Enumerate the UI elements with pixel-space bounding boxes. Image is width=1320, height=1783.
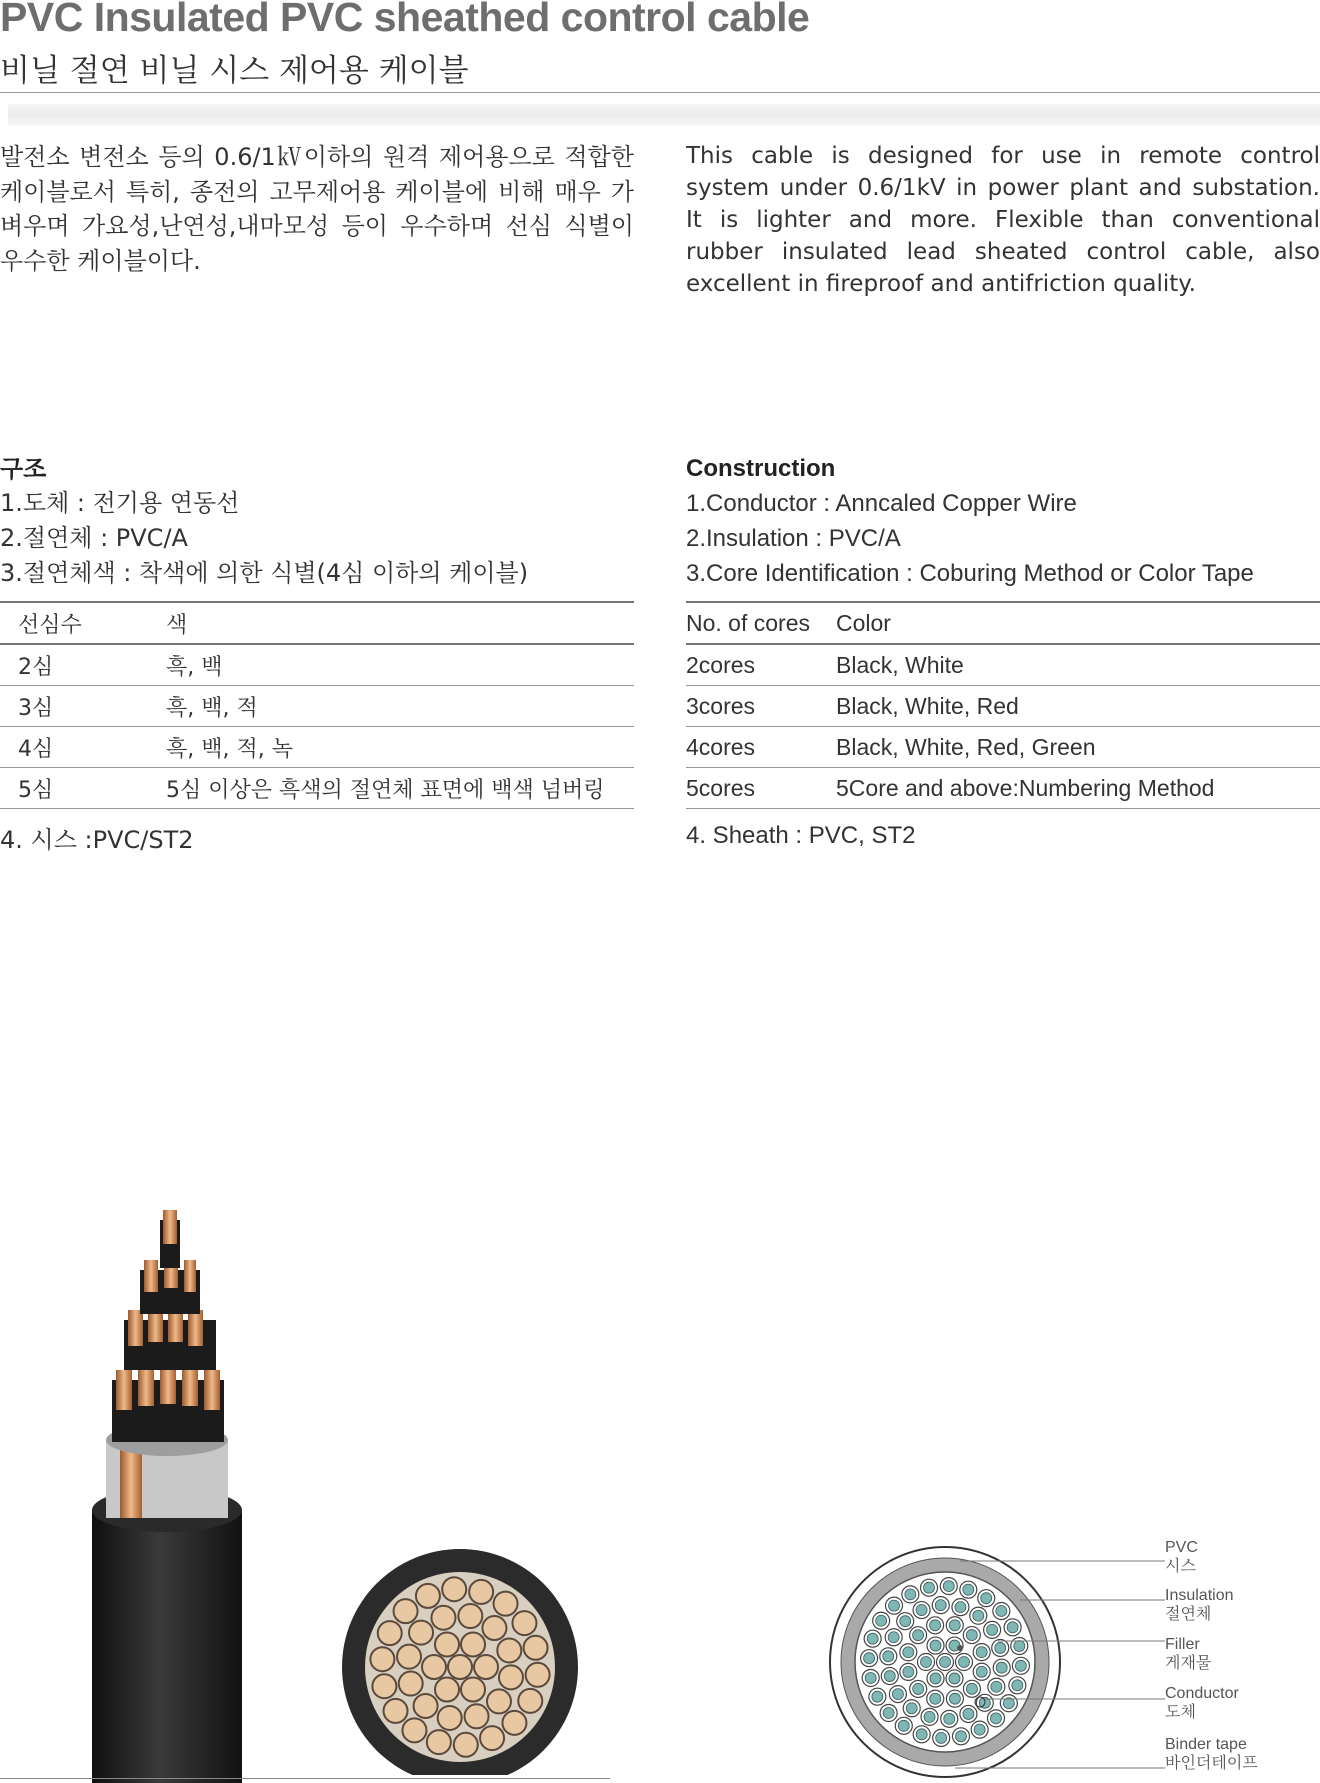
english-section-heading: Construction <box>686 455 836 482</box>
conductor-core <box>1014 1641 1025 1652</box>
english-core-color-table <box>686 601 1320 809</box>
strand-cell <box>499 1665 523 1689</box>
label-binder-tape: Binder tape 바인더테이프 <box>1165 1736 1258 1772</box>
table-row <box>686 768 1320 809</box>
conductor-core <box>913 1630 924 1641</box>
conductor-core <box>872 1691 883 1702</box>
conductor-core <box>898 1720 909 1731</box>
list-item: 2.Insulation : PVC/A <box>686 525 901 552</box>
conductor-core <box>949 1673 960 1684</box>
strand-cell <box>394 1599 418 1623</box>
strand-cell <box>474 1655 498 1679</box>
label-pvc-sheath: PVC 시스 <box>1165 1539 1198 1575</box>
strand-cell <box>438 1706 462 1730</box>
conductor-core <box>995 1642 1006 1653</box>
korean-intro: 발전소 변전소 등의 0.6/1㎸이하의 원격 제어용으로 적합한 케이블로서 특히, 종전의 고무제어용 케이블에 비해 매우 가벼우며 가요성,난연성,내마모성 등이 우수하며 선심 식별이 우수한 케이블이다. <box>0 143 634 275</box>
english-construction-list <box>686 486 1320 591</box>
page-title: PVC Insulated PVC sheathed control cable <box>0 0 810 40</box>
filler-marker <box>957 1645 963 1651</box>
table-row <box>686 686 1320 727</box>
strand-cell <box>416 1584 440 1608</box>
conductor-core <box>990 1713 1001 1724</box>
conductor-core <box>966 1630 977 1641</box>
english-intro: This cable is designed for use in remote control system under 0.6/1kV in power plant and substation. It is lighter and more. Flexible than conventional rubber insulated lead sheated control cable, also excellent in fireproof and antifriction quality. <box>686 143 1320 297</box>
table-row <box>0 644 634 686</box>
strand-cell <box>487 1689 511 1713</box>
conductor-core <box>991 1681 1002 1692</box>
conductor-core <box>930 1673 941 1684</box>
conductor-core <box>913 1683 924 1694</box>
table-row <box>0 686 634 727</box>
strand-cell <box>494 1592 518 1616</box>
conductor-core <box>889 1600 900 1611</box>
cable-cross-section-photo <box>330 1545 590 1775</box>
strand-cell <box>399 1672 423 1696</box>
table-row <box>686 644 1320 686</box>
table-cell: 흑, 백 <box>166 654 223 680</box>
list-item: 3.Core Identification : Coburing Method or Color Tape <box>686 560 1254 587</box>
strand-cell <box>461 1678 485 1702</box>
list-item: 1.Conductor : Anncaled Copper Wire <box>686 490 1077 517</box>
conductor-core <box>876 1615 887 1626</box>
conductor-core <box>924 1582 935 1593</box>
korean-sheath-line: 4. 시스 :PVC/ST2 <box>0 826 194 854</box>
conductor-core <box>976 1666 987 1677</box>
conductor-core <box>996 1606 1007 1617</box>
conductor-strands <box>112 1210 224 1442</box>
strand-cell <box>435 1632 459 1656</box>
conductor-core <box>966 1683 977 1694</box>
conductor-core <box>883 1707 894 1718</box>
conductor-core <box>955 1731 966 1742</box>
bottom-divider <box>0 1778 610 1779</box>
table-cell: 3심 <box>18 695 54 721</box>
strand-cell <box>431 1606 455 1630</box>
table-cell: Black, White, Red, Green <box>836 733 1096 760</box>
table-cell: 4심 <box>18 736 54 762</box>
list-item: 2.절연체 : PVC/A <box>0 524 188 552</box>
table-row <box>0 727 634 768</box>
conductor-core <box>916 1729 927 1740</box>
english-sheath-line: 4. Sheath : PVC, ST2 <box>686 822 916 849</box>
table-cell: 흑, 백, 적 <box>166 695 258 721</box>
table-cell: 흑, 백, 적, 녹 <box>166 736 293 762</box>
table-cell: Black, White, Red <box>836 692 1019 719</box>
conductor-core <box>900 1616 911 1627</box>
korean-column <box>0 140 634 857</box>
strand-cell <box>397 1645 421 1669</box>
table-cell: 5Core and above:Numbering Method <box>836 774 1215 801</box>
column-header: Color <box>836 609 891 636</box>
conductor-core <box>944 1713 955 1724</box>
table-cell: 2cores <box>686 651 756 678</box>
table-cell: 5cores <box>686 774 756 801</box>
shade-band <box>8 104 1320 126</box>
table-cell: 2심 <box>18 654 54 680</box>
strand-cell <box>518 1689 542 1713</box>
table-row <box>686 727 1320 768</box>
strand-cell <box>465 1704 489 1728</box>
conductor-core <box>935 1600 946 1611</box>
table-cell: 4cores <box>686 733 756 760</box>
conductor-core <box>936 1732 947 1743</box>
conductor-core <box>943 1581 954 1592</box>
korean-construction-list <box>0 486 634 591</box>
conductor-core <box>976 1647 987 1658</box>
strand-cell <box>497 1638 521 1662</box>
strand-cell <box>461 1632 485 1656</box>
cable-structure-diagram <box>820 1540 1165 1780</box>
conductor-core <box>930 1620 941 1631</box>
conductor-core <box>864 1653 875 1664</box>
strand-cell <box>512 1611 536 1635</box>
table-header-row <box>686 602 1320 644</box>
conductor-core <box>930 1693 941 1704</box>
conductor-core <box>973 1610 984 1621</box>
strand-cell <box>448 1655 472 1679</box>
conductor-core <box>987 1624 998 1635</box>
conductor-core <box>963 1708 974 1719</box>
conductor-core <box>981 1593 992 1604</box>
conductor-core <box>1012 1680 1023 1691</box>
page-subtitle: 비닐 절연 비닐 시스 제어용 케이블 <box>0 53 469 89</box>
strand-cell <box>414 1694 438 1718</box>
strand-cell <box>442 1577 466 1601</box>
strand-cell <box>458 1604 482 1628</box>
conductor-core <box>974 1724 985 1735</box>
label-insulation: Insulation 절연체 <box>1165 1587 1234 1623</box>
conductor-core <box>996 1662 1007 1673</box>
table-cell: 5심 <box>18 777 54 803</box>
conductor-core <box>921 1657 932 1668</box>
strand-cell <box>524 1636 548 1660</box>
table-cell: Black, White <box>836 651 964 678</box>
conductor-core <box>1015 1660 1026 1671</box>
strand-cell <box>372 1674 396 1698</box>
strand-cell <box>480 1726 504 1750</box>
strand-cell <box>454 1733 478 1757</box>
conductor-core <box>905 1589 916 1600</box>
conductor-core <box>963 1584 974 1595</box>
table-header-row <box>0 602 634 644</box>
conductor-core <box>867 1633 878 1644</box>
conductor-core <box>892 1689 903 1700</box>
strand-cell <box>502 1711 526 1735</box>
strand-cell <box>370 1647 394 1671</box>
conductor-core <box>906 1703 917 1714</box>
strand-cell <box>469 1580 493 1604</box>
conductor-core <box>1007 1622 1018 1633</box>
strand-cell <box>422 1655 446 1679</box>
table-cell: 5심 이상은 흑색의 절연체 표면에 백색 넘버링 <box>166 777 605 803</box>
column-header: No. of cores <box>686 609 810 636</box>
label-conductor: Conductor 도체 <box>1165 1685 1239 1721</box>
conductor-core <box>916 1605 927 1616</box>
table-row <box>0 768 634 809</box>
label-filler: Filler 게재물 <box>1165 1636 1212 1672</box>
list-item: 3.절연체색 : 착색에 의한 식별(4심 이하의 케이블) <box>0 559 529 587</box>
strand-cell <box>482 1616 506 1640</box>
korean-section-heading: 구조 <box>0 455 47 483</box>
list-item: 1.도체 : 전기용 연동선 <box>0 489 240 517</box>
title-divider <box>0 92 1320 93</box>
table-cell: 3cores <box>686 692 756 719</box>
conductor-core <box>883 1651 894 1662</box>
conductor-core <box>959 1657 970 1668</box>
conductor-core <box>924 1711 935 1722</box>
strand-cell <box>526 1663 550 1687</box>
conductor-core <box>949 1693 960 1704</box>
conductor-core <box>888 1632 899 1643</box>
strand-cell <box>402 1718 426 1742</box>
strand-cell <box>409 1621 433 1645</box>
english-column <box>686 140 1320 853</box>
conductor-core <box>949 1620 960 1631</box>
core-cells <box>861 1578 1030 1747</box>
conductor-core <box>884 1671 895 1682</box>
conductor-core <box>930 1640 941 1651</box>
strand-cell <box>435 1678 459 1702</box>
cable-photo-illustration <box>0 1210 300 1783</box>
conductor-core <box>955 1602 966 1613</box>
conductor-core <box>865 1672 876 1683</box>
column-header: 색 <box>166 612 188 638</box>
conductor-core <box>903 1666 914 1677</box>
strand-cell <box>427 1730 451 1754</box>
strand-cell <box>384 1699 408 1723</box>
column-header: 선심수 <box>18 612 82 638</box>
strand-cell <box>378 1621 402 1645</box>
korean-core-color-table <box>0 601 634 809</box>
conductor-core <box>940 1657 951 1668</box>
conductor-core <box>903 1647 914 1658</box>
